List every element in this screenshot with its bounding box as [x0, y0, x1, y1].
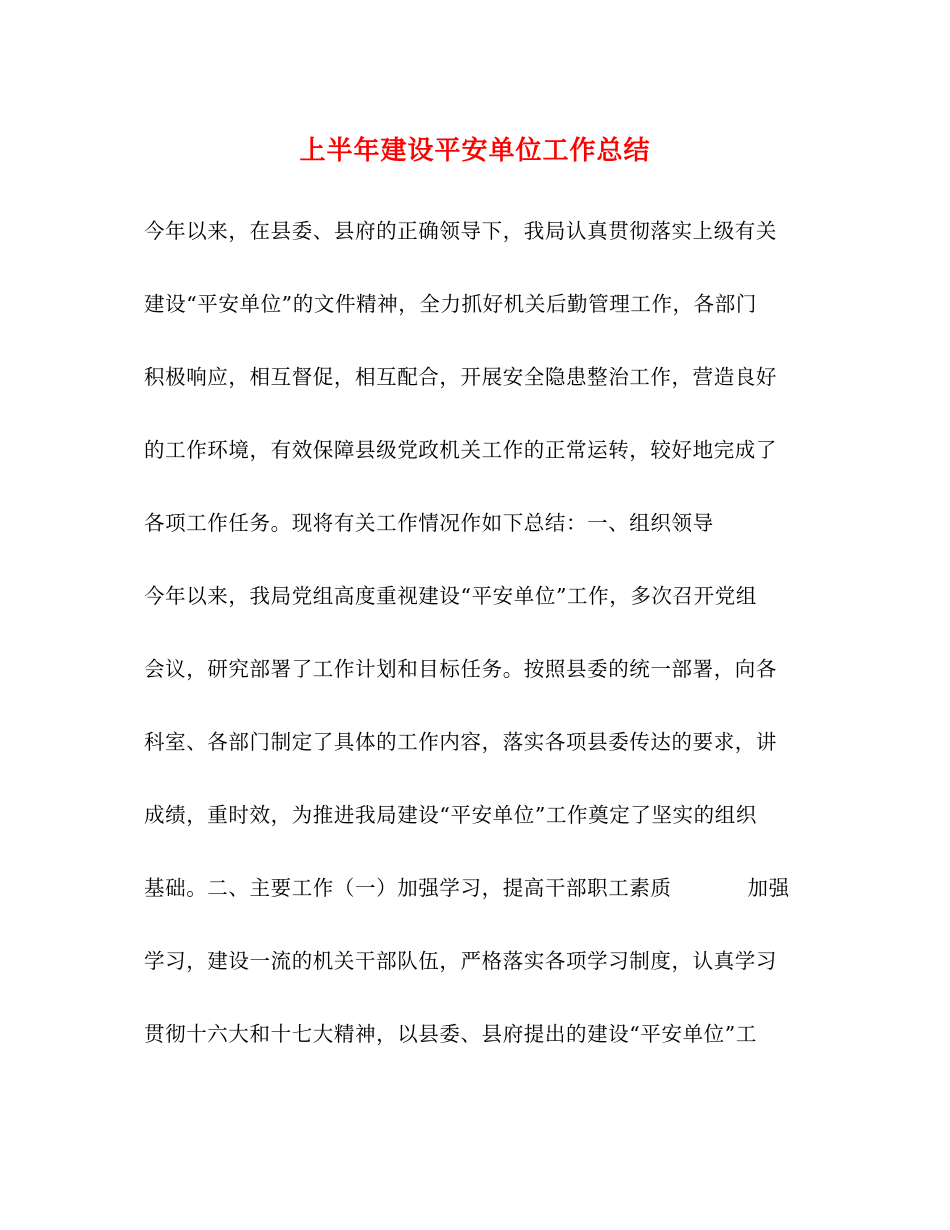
- paragraph-line: 科室、各部门制定了具体的工作内容，落实各项县委传达的要求，讲: [144, 730, 777, 754]
- paragraph-line: 各项工作任务。现将有关工作情况作如下总结：一、组织领导: [144, 511, 714, 535]
- paragraph-line: 贯彻十六大和十七大精神，以县委、县府提出的建设“平安单位”工: [144, 1022, 757, 1046]
- paragraph-line: 会议，研究部署了工作计划和目标任务。按照县委的统一部署，向各: [144, 657, 777, 681]
- paragraph-line: 今年以来，在县委、县府的正确领导下，我局认真贯彻落实上级有关: [144, 219, 777, 243]
- paragraph-line: 今年以来，我局党组高度重视建设“平安单位”工作，多次召开党组: [144, 584, 757, 608]
- line-text: 基础。二、主要工作（一）加强学习，提高干部职工素质: [144, 876, 672, 900]
- paragraph-line: 的工作环境，有效保障县级党政机关工作的正常运转，较好地完成了: [144, 438, 777, 462]
- document-body: [144, 211, 814, 1087]
- line-tail-text: 加强: [747, 876, 790, 900]
- paragraph-line-with-gap: [144, 868, 814, 941]
- paragraph-line: 建设“平安单位”的文件精神，全力抓好机关后勤管理工作，各部门: [144, 292, 757, 316]
- paragraph-line: 成绩，重时效，为推进我局建设“平安单位”工作奠定了坚实的组织: [144, 803, 757, 827]
- paragraph-line: 积极响应，相互督促，相互配合，开展安全隐患整治工作，营造良好: [144, 365, 777, 389]
- document-title: 上半年建设平安单位工作总结: [299, 136, 651, 166]
- paragraph-line: 学习，建设一流的机关干部队伍，严格落实各项学习制度，认真学习: [144, 949, 777, 973]
